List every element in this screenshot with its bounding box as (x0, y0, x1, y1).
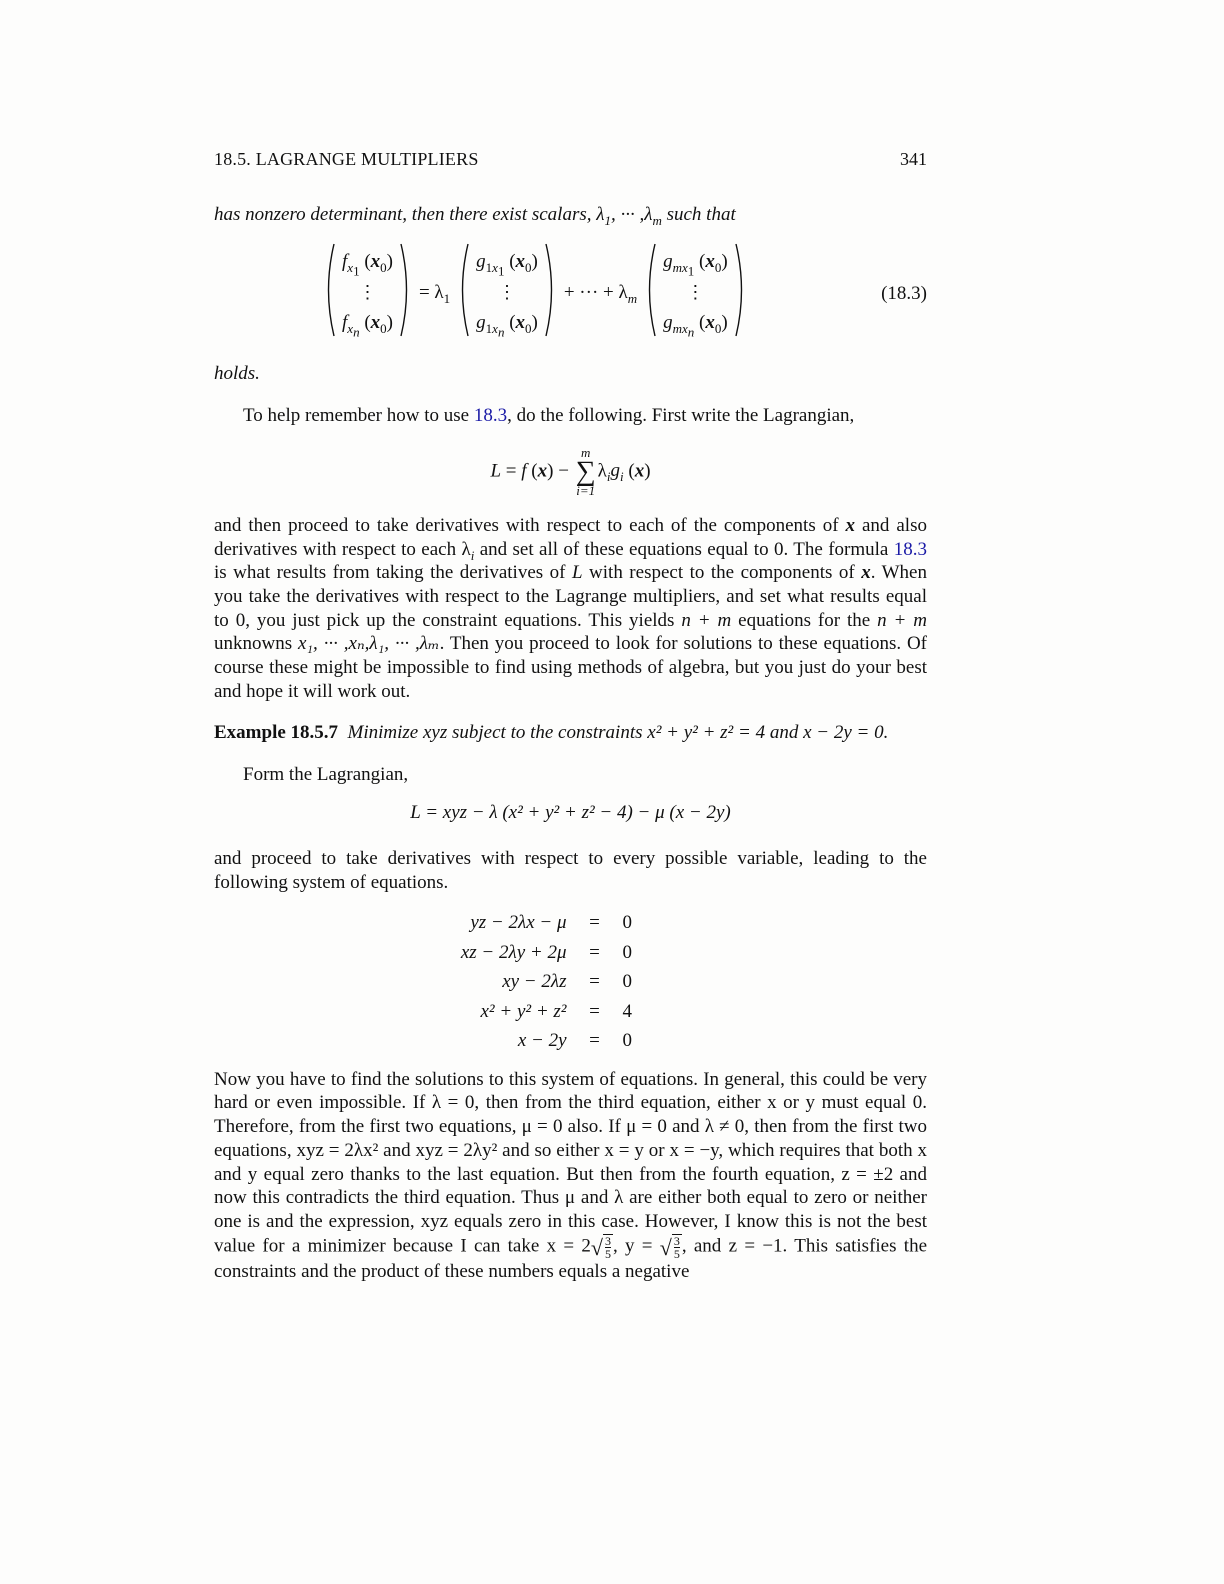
equation-ref-link[interactable]: 18.3 (473, 405, 508, 427)
paragraph-lagrangian-intro (214, 404, 927, 428)
system-eq: = (589, 912, 600, 934)
system-eq: = (589, 1000, 600, 1022)
theorem-continuation: has nonzero determinant, then there exist scalars, $\lambda_1$, ··· $,\lambda_m$ such that (214, 203, 736, 228)
para2-rest: When you take the derivatives with respect to the Lagrange multipliers, and set what results equal to 0, you just pick up the constraint equations. This yields (214, 562, 927, 631)
frac-num-b: 3 (673, 1233, 680, 1248)
equation-ref-link-2[interactable]: 18.3 (893, 538, 928, 560)
frac-den-b: 5 (673, 1246, 680, 1261)
para1-a: To help remember how to use (243, 405, 474, 427)
sqrt-3-5-b: √ $\frac{3}{5}$ (659, 1233, 680, 1261)
para2-rest4: . Then you proceed to look for solutions to these equations. Of course these might be impossible to find using methods of algebra, but you just do your best and hope it will work out. (214, 633, 928, 702)
example-label: Example 18.5.7 (214, 722, 339, 744)
para2-rest2: equations for the (731, 609, 878, 631)
sqrt-3-5-a: √ $\frac{3}{5}$ (590, 1233, 611, 1261)
holds-text: holds. (214, 363, 260, 385)
para2-l2b: and set all of these equations equal to 0. The formula (474, 538, 889, 560)
para2-nm2: n + m (877, 609, 928, 631)
paragraph-derivatives: and then proceed to take derivatives with respect to each of the components of x and also derivatives with respect to each $\lambda_i$ and set all of these equations equal to 0. The formula 18.3 is what results from taking the derivatives of L with respect to the components of x. When you take the derivatives with respect to the Lagrange multipliers, and set what results equal to 0, you just pick up the constraint equations. This yields n + m equations for the n + m unknowns x₁, ··· ,xₙ,λ₁, ··· ,λₘ. Then you proceed to look for solutions to these equations. Of course these might be impossible to find using methods of algebra, but you just do your best and hope it will work out. (214, 514, 928, 702)
system-row (421, 938, 633, 968)
para2-unknowns: x₁, ··· ,xₙ,λ₁, ··· ,λₘ (297, 633, 440, 655)
para2-l1: and then proceed to take derivatives with respect to each of the components of (214, 514, 846, 536)
para2-l2: derivatives with respect to each λ (214, 538, 471, 560)
system-rhs: 4 (622, 1000, 632, 1022)
equation-system (421, 908, 721, 1056)
system-lhs: xy − 2λz (502, 971, 567, 993)
system-row (421, 997, 633, 1027)
frac-num-a: 3 (604, 1233, 611, 1248)
para2-l3b: with respect to the components of (582, 562, 862, 584)
paragraph-solution (214, 1068, 927, 1284)
example-text: Minimize xyz subject to the constraints x² + y² + z² = 4 and x − 2y = 0. (347, 722, 889, 744)
para2-l1b: and also (855, 514, 927, 536)
example-statement (214, 721, 927, 745)
para1-b: , do the following. First write the Lagrangian, (507, 405, 855, 427)
form-lagrangian-text: Form the Lagrangian, (243, 764, 409, 786)
gradient-gm-vector: $g_{mx_1}$ $(x_0)$ ⋮ $g_{mx_n}$ $(x_0)$ (643, 244, 748, 340)
matrix-equation: $f_{x_1}$ $(x_0)$ ⋮ $f_{x_n}$ $(x_0)$ = $\lambda_1$ $g_{1x_1}$ $(x_0)$ ⋮ $g_{1x_n}$ $(x_0)$ + ··· + $\lambda_m$ $g_{mx_1}$ $(x_0)$ ⋮ $g_{mx_n}$ $(x_0)$ (322, 238, 748, 346)
section-title: 18.5. LAGRANGE MULTIPLIERS (214, 149, 479, 169)
equation-18-3 (214, 238, 927, 354)
system-lhs: x − 2y (517, 1030, 567, 1052)
system-row (421, 967, 633, 997)
system-rhs: 0 (622, 1030, 632, 1052)
para2-l3c: . (870, 562, 876, 584)
para4-end: , and (681, 1235, 722, 1257)
para2-rest3: unknowns (214, 633, 298, 655)
system-row (421, 908, 633, 938)
para4-text: Now you have to find the solutions to this system of equations. In general, this could be very hard or even impossible. If λ = 0, then from the third equation, either x or y must equal 0. Therefore, from the first two equations, μ = 0 also. If μ = 0 and λ ≠ 0, then from the first two equations, xyz = 2λx² and xyz = 2λy² and so either x = y or x = −y, which requires that both x and y equal zero thanks to the last equation. But then from the fourth equation, z = ±2 and now this contradicts the third equation. Thus μ and λ are either both equal to zero or neither one is and the expression, xyz equals zero in this case. However, I know this is not the best value for a minimizer because I can take x = 2 (214, 1068, 927, 1257)
para4-last: z = −1. This satisfies the constraints and the product of these numbers equals a negative (214, 1235, 928, 1282)
frac-den-a: 5 (604, 1246, 611, 1261)
para2-nm: n + m (681, 609, 732, 631)
system-eq: = (589, 971, 600, 993)
para4-mid: , y = (612, 1235, 660, 1257)
sum-lower: i=1 (576, 482, 596, 498)
system-eq: = (589, 1030, 600, 1052)
system-row (421, 1026, 633, 1056)
para2-L: L (571, 562, 583, 584)
lagrangian2-text: L = xyz − λ (x² + y² + z² − 4) − μ (x − 2y) (410, 801, 731, 823)
paragraph-system-intro: and proceed to take derivatives with respect to every possible variable, leading to the following system of equations. (214, 847, 927, 893)
gradient-g1-vector: $g_{1x_1}$ $(x_0)$ ⋮ $g_{1x_n}$ $(x_0)$ (456, 244, 558, 340)
intro-text: has nonzero determinant, then there exist scalars, λ (214, 203, 605, 225)
summation: m ∑ i=1 (575, 444, 596, 498)
gradient-f-vector: $f_{x_1}$ $(x_0)$ ⋮ $f_{x_n}$ $(x_0)$ (322, 244, 413, 340)
system-lhs: xz − 2λy + 2μ (460, 941, 567, 963)
system-lhs: yz − 2λx − μ (470, 912, 567, 934)
lagrangian-equation-2 (214, 801, 927, 831)
intro-text-end: such that (661, 203, 736, 225)
system-lhs: x² + y² + z² (480, 1000, 567, 1022)
system-rhs: 0 (622, 971, 632, 993)
equation-number: (18.3) (881, 283, 927, 305)
running-header (214, 148, 927, 172)
page-number: 341 (900, 149, 927, 169)
lagrangian-equation: L = f (x) − m ∑ i=1 $\lambda_ig_i$ (x) (490, 444, 651, 498)
sum-upper: m (580, 444, 591, 460)
intro-text-mid: , ··· ,λ (610, 203, 653, 225)
page-content (214, 148, 927, 1283)
system-rhs: 0 (622, 912, 632, 934)
system-rhs: 0 (622, 941, 632, 963)
para2-l3: is what results from taking the derivatives of (214, 562, 572, 584)
system-eq: = (589, 941, 600, 963)
